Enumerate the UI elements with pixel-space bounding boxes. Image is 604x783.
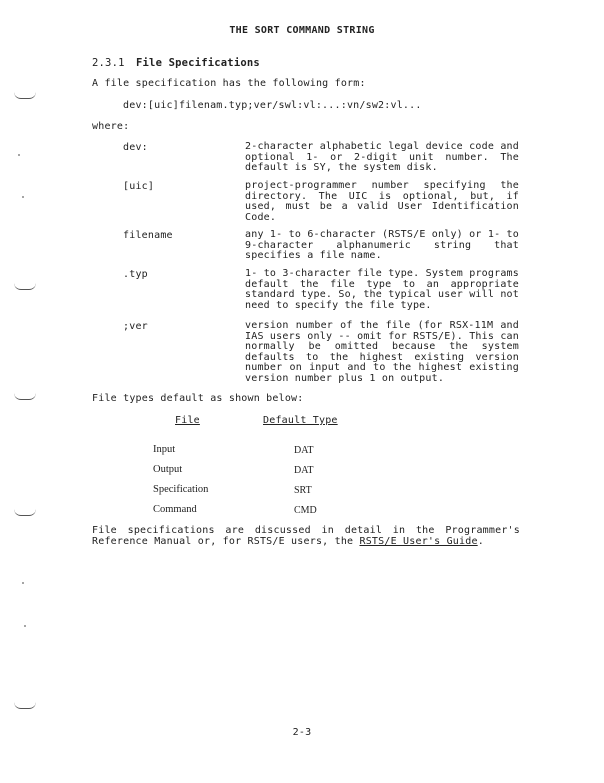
table-row-default: DAT [294,465,314,476]
margin-mark [14,702,36,709]
margin-speck [22,196,24,198]
intro-text: A file specification has the following form: [92,78,366,89]
file-types-intro: File types default as shown below: [92,393,304,404]
table-row-default: CMD [294,505,317,516]
closing-paragraph [92,526,520,547]
section-number: 2.3.1 [92,57,125,69]
term-filename: filename [123,230,173,241]
section-heading [92,58,260,68]
column-header-file: File [175,415,200,426]
term-ver: ;ver [123,321,148,332]
term-uic: [uic] [123,181,155,192]
margin-speck [18,154,20,156]
definition-filename: any 1- to 6-character (RSTS/E only) or 1- to 9-character alphanumeric string that specifies a file name. [245,229,519,261]
margin-speck [24,625,26,627]
table-row-file: Output [153,464,183,475]
where-label: where: [92,121,130,132]
definition-uic: project-programmer number specifying the directory. The UIC is optional, but, if used, must be a valid User Identification Code. [245,180,519,223]
term-typ: .typ [123,269,148,280]
margin-mark [14,283,36,290]
definition-dev: 2-character alphabetic legal device code and optional 1- or 2-digit unit number. The default is SY, the system disk. [245,141,519,173]
table-row-file: Command [153,504,197,515]
closing-text: File specifications are discussed in detail in the Programmer's Reference Manual or, for RSTS/E users, the [92,525,520,547]
closing-end: . [477,535,484,547]
margin-speck [22,582,24,584]
margin-mark [14,92,36,99]
page-number: 2-3 [292,727,312,738]
reference-title: RSTS/E User's Guide [359,535,478,547]
running-header: THE SORT COMMAND STRING [229,25,375,36]
table-row-default: SRT [294,485,312,496]
file-spec-form: dev:[uic]filenam.typ;ver/swl:vl:...:vn/sw2:vl... [123,100,422,111]
column-header-default-type: Default Type [263,415,338,426]
term-dev: dev: [123,142,148,153]
table-row-file: Input [153,444,176,455]
margin-mark [14,393,36,400]
margin-mark [14,509,36,516]
definition-typ: 1- to 3-character file type. System programs default the file type to an appropriate standard type. So, the typical user will not need to specify the file type. [245,268,519,311]
definition-ver: version number of the file (for RSX-11M and IAS users only -- omit for RSTS/E). This can normally be omitted because the system defaults to the highest existing version number on input and to the highest existing version number plus 1 on output. [245,320,519,384]
table-row-file: Specification [153,484,209,495]
table-row-default: DAT [294,445,314,456]
section-title: File Specifications [136,57,260,69]
